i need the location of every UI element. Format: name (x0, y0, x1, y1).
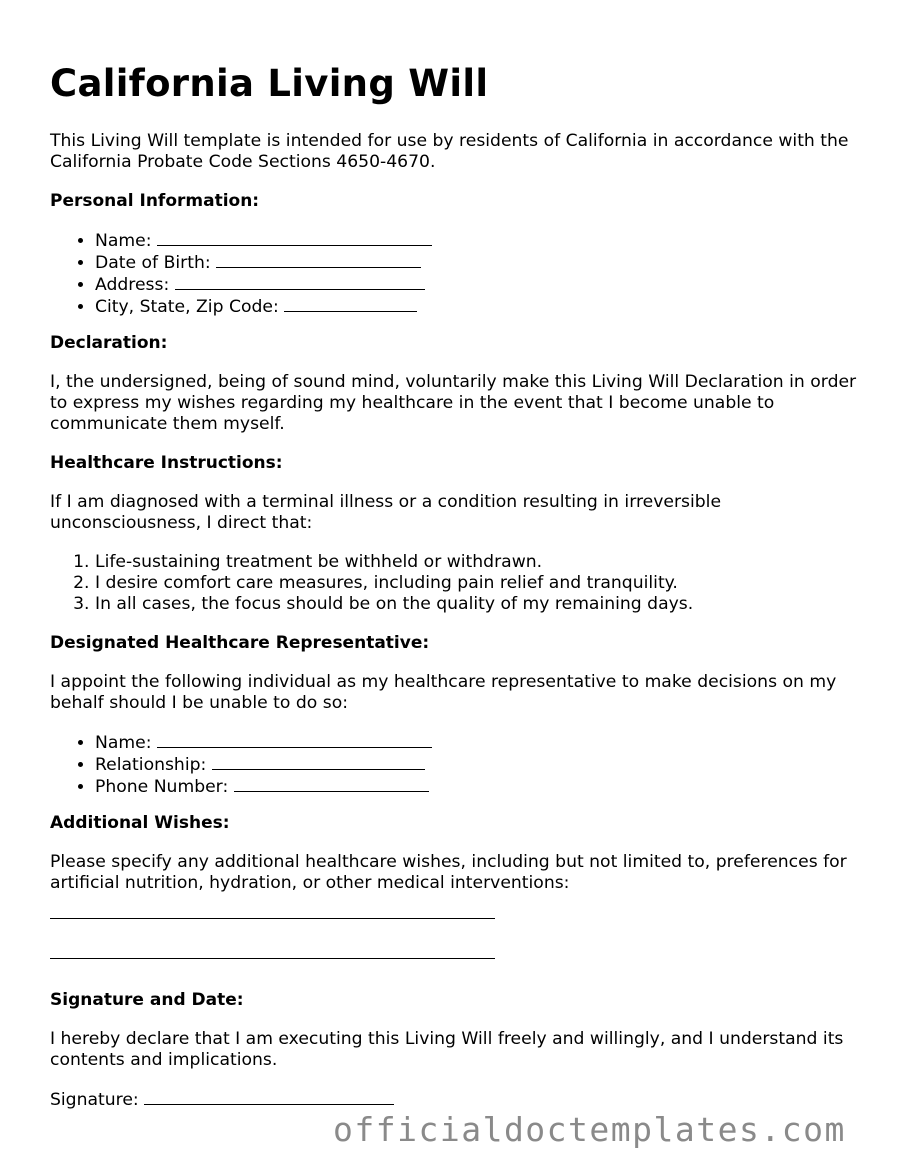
intro-paragraph: This Living Will template is intended for use by residents of California in accordance with the California Probate Code Sections 4650-4670. (50, 131, 849, 172)
field-label: City, State, Zip Code: (95, 297, 279, 317)
relationship-blank (212, 754, 425, 770)
rep-name-blank (157, 732, 432, 748)
phone-blank (234, 776, 429, 792)
signature-paragraph: I hereby declare that I am executing this Living Will freely and willingly, and I understand its contents and implications. (50, 1029, 844, 1070)
instructions-heading: Healthcare Instructions: (50, 453, 283, 473)
personal-info-heading: Personal Information: (50, 191, 260, 211)
list-item: 1. Life-sustaining treatment be withheld or withdrawn. (95, 552, 908, 573)
field-label: Name: (95, 231, 152, 251)
list-item (95, 296, 908, 318)
dob-blank (216, 252, 421, 268)
list-item: 2. I desire comfort care measures, including pain relief and tranquility. (95, 573, 908, 594)
wishes-heading: Additional Wishes: (50, 813, 230, 833)
city-state-zip-blank (284, 296, 417, 312)
list-item (95, 230, 908, 252)
wishes-paragraph: Please specify any additional healthcare wishes, including but not limited to, preferences for artificial nutrition, hydration, or other medical interventions: (50, 852, 847, 893)
signature-heading: Signature and Date: (50, 990, 244, 1010)
signature-blank (144, 1089, 394, 1105)
representative-list (50, 732, 908, 798)
watermark-text: officialdoctemplates.com (333, 1110, 846, 1149)
declaration-heading: Declaration: (50, 333, 168, 353)
field-label: Name: (95, 733, 152, 753)
declaration-paragraph: I, the undersigned, being of sound mind, voluntarily make this Living Will Declaration in order to express my wishes regarding my healthcare in the event that I become unable to communicate them myself. (50, 372, 857, 434)
instructions-list (50, 552, 908, 615)
address-blank (175, 274, 425, 290)
list-item: 3. In all cases, the focus should be on the quality of my remaining days. (95, 594, 908, 615)
field-label: Address: (95, 275, 170, 295)
list-item (95, 732, 908, 754)
document-title: California Living Will (50, 62, 489, 105)
list-item (95, 776, 908, 798)
field-label: Date of Birth: (95, 253, 211, 273)
list-item (95, 252, 908, 274)
field-label: Phone Number: (95, 777, 229, 797)
field-label: Relationship: (95, 755, 207, 775)
representative-paragraph: I appoint the following individual as my healthcare representative to make decisions on my behalf should I be unable to do so: (50, 672, 837, 713)
signature-line (50, 1089, 870, 1111)
name-blank (157, 230, 432, 246)
list-item (95, 274, 908, 296)
instructions-paragraph: If I am diagnosed with a terminal illness or a condition resulting in irreversible unconsciousness, I direct that: (50, 492, 722, 533)
wishes-blank-line-1 (50, 918, 495, 919)
wishes-blank-line-2 (50, 958, 495, 959)
personal-info-list (50, 230, 908, 318)
representative-heading: Designated Healthcare Representative: (50, 633, 430, 653)
signature-label: Signature: (50, 1090, 139, 1110)
list-item (95, 754, 908, 776)
